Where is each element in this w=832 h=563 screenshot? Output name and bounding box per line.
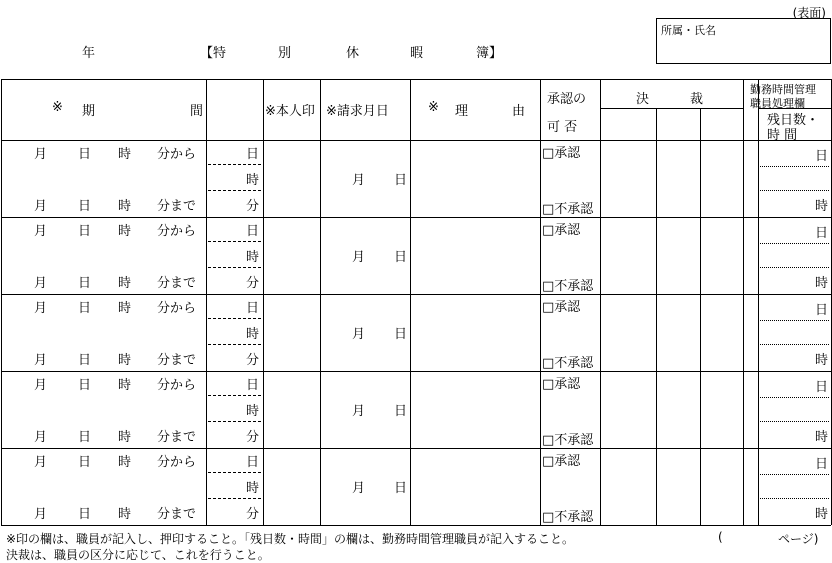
remain-hour: 時 [815,199,829,214]
sub-day: 日 [246,301,260,316]
end-day: 日 [78,353,92,368]
table-top-line [1,79,831,80]
mgmt-header-2: 職員処理欄 [750,97,805,110]
remain-dot-line [760,498,829,499]
start-from: 分から [157,147,197,162]
start-hour: 時 [118,224,132,239]
remain-dot-line [760,190,829,191]
column-line [743,79,744,525]
request-month: 月 [352,173,366,188]
start-from: 分から [157,224,197,239]
remain-day: 日 [815,457,829,472]
request-day: 日 [394,173,408,188]
end-to: 分まで [157,199,197,214]
remain-dot-line [760,267,829,268]
end-month: 月 [34,507,48,522]
approve-checkbox[interactable]: □承認 [542,223,581,238]
title-part: 【特 [200,46,227,61]
seal-header: ※本人印 [265,104,315,119]
reason-label-1: 理 [455,104,469,119]
end-hour: 時 [118,507,132,522]
affiliation-box[interactable] [656,18,831,64]
remain-hour: 時 [815,276,829,291]
remain-hour: 時 [815,507,829,522]
start-hour: 時 [118,455,132,470]
remain-day: 日 [815,149,829,164]
sub-dash-line [208,472,261,473]
start-month: 月 [34,378,48,393]
reject-checkbox[interactable]: □不承認 [542,279,594,294]
request-day: 日 [394,481,408,496]
decision-label-2: 裁 [690,92,704,107]
remain-header-2: 時 間 [767,128,798,143]
start-hour: 時 [118,301,132,316]
remain-dot-line [760,243,829,244]
start-from: 分から [157,455,197,470]
mgmt-header-1: 勤務時間管理 [750,83,816,96]
row-line [1,448,831,449]
start-from: 分から [157,378,197,393]
row-line [1,217,831,218]
period-label-2: 間 [190,104,204,119]
year-label: 年 [82,46,96,61]
title-part: 休 [346,46,360,61]
remain-day: 日 [815,380,829,395]
sub-hour: 時 [246,481,260,496]
sub-minute: 分 [246,199,260,214]
reason-mark: ※ [428,100,439,115]
table-bottom-line [1,525,831,526]
reason-label-2: 由 [512,104,526,119]
column-line [263,79,264,525]
end-hour: 時 [118,353,132,368]
sub-day: 日 [246,224,260,239]
title-part: 簿】 [476,46,503,61]
end-day: 日 [78,199,92,214]
sub-dash-line [208,267,261,268]
start-from: 分から [157,301,197,316]
approve-checkbox[interactable]: □承認 [542,454,581,469]
period-mark: ※ [52,100,63,115]
end-hour: 時 [118,199,132,214]
approval-header-2: 可 否 [547,120,578,135]
reject-checkbox[interactable]: □不承認 [542,510,594,525]
request-day: 日 [394,327,408,342]
request-day: 日 [394,250,408,265]
remain-dot-line [760,397,829,398]
remain-hour: 時 [815,353,829,368]
end-month: 月 [34,276,48,291]
request-month: 月 [352,404,366,419]
end-to: 分まで [157,353,197,368]
end-day: 日 [78,430,92,445]
column-line [1,79,2,525]
column-line [410,79,411,525]
end-to: 分まで [157,276,197,291]
end-day: 日 [78,507,92,522]
sub-hour: 時 [246,173,260,188]
sub-dash-line [208,395,261,396]
sub-dash-line [208,498,261,499]
end-hour: 時 [118,276,132,291]
start-day: 日 [78,378,92,393]
column-line [206,79,207,525]
sub-hour: 時 [246,250,260,265]
request-month: 月 [352,481,366,496]
column-line [540,79,541,525]
start-day: 日 [78,455,92,470]
remain-dot-line [760,421,829,422]
sub-hour: 時 [246,404,260,419]
title-part: 別 [278,46,292,61]
sub-day: 日 [246,378,260,393]
sub-dash-line [208,190,261,191]
end-month: 月 [34,353,48,368]
request-month: 月 [352,327,366,342]
footer-note-1: ※印の欄は、職員が記入し、押印すること。「残日数・時間」の欄は、勤務時間管理職員が記入すること。 [6,532,575,546]
request-date-header: ※請求月日 [326,104,389,119]
start-day: 日 [78,224,92,239]
decision-label-1: 決 [636,92,650,107]
remain-dot-line [760,344,829,345]
approve-checkbox[interactable]: □承認 [542,377,581,392]
row-line [1,294,831,295]
sub-day: 日 [246,455,260,470]
column-line [600,79,601,525]
end-hour: 時 [118,430,132,445]
row-line [1,371,831,372]
column-line [700,108,701,525]
footer-note-2: 決裁は、職員の区分に応じて、これを行うこと。 [6,548,270,562]
sub-dash-line [208,421,261,422]
sub-dash-line [208,241,261,242]
remain-dot-line [760,320,829,321]
sub-day: 日 [246,147,260,162]
reject-checkbox[interactable]: □不承認 [542,433,594,448]
sub-minute: 分 [246,353,260,368]
column-line [320,79,321,525]
header-bottom-line [1,140,831,141]
sub-dash-line [208,344,261,345]
approve-checkbox[interactable]: □承認 [542,146,581,161]
sub-minute: 分 [246,276,260,291]
remain-header-1: 残日数・ [767,113,820,128]
request-day: 日 [394,404,408,419]
sub-minute: 分 [246,507,260,522]
sub-minute: 分 [246,430,260,445]
page-open: ( [718,530,723,544]
end-day: 日 [78,276,92,291]
end-to: 分まで [157,507,197,522]
approve-checkbox[interactable]: □承認 [542,300,581,315]
reject-checkbox[interactable]: □不承認 [542,356,594,371]
title-part: 暇 [410,46,424,61]
start-month: 月 [34,301,48,316]
form-title [200,42,502,61]
affiliation-label: 所属・氏名 [661,24,716,37]
decision-split-line [600,108,743,109]
start-month: 月 [34,224,48,239]
end-month: 月 [34,199,48,214]
approval-header-1: 承認の [547,92,587,107]
start-hour: 時 [118,378,132,393]
start-day: 日 [78,301,92,316]
column-line [758,79,759,525]
remain-day: 日 [815,226,829,241]
page-label[interactable]: ページ) [778,532,819,546]
remain-hour: 時 [815,430,829,445]
column-line [656,108,657,525]
sub-dash-line [208,164,261,165]
end-month: 月 [34,430,48,445]
sub-hour: 時 [246,327,260,342]
period-label-1: 期 [82,104,96,119]
sub-dash-line [208,318,261,319]
start-month: 月 [34,455,48,470]
end-to: 分まで [157,430,197,445]
start-hour: 時 [118,147,132,162]
start-day: 日 [78,147,92,162]
remain-dot-line [760,474,829,475]
request-month: 月 [352,250,366,265]
side-label: (表面) [792,6,826,20]
start-month: 月 [34,147,48,162]
remain-day: 日 [815,303,829,318]
remain-dot-line [760,166,829,167]
reject-checkbox[interactable]: □不承認 [542,202,594,217]
